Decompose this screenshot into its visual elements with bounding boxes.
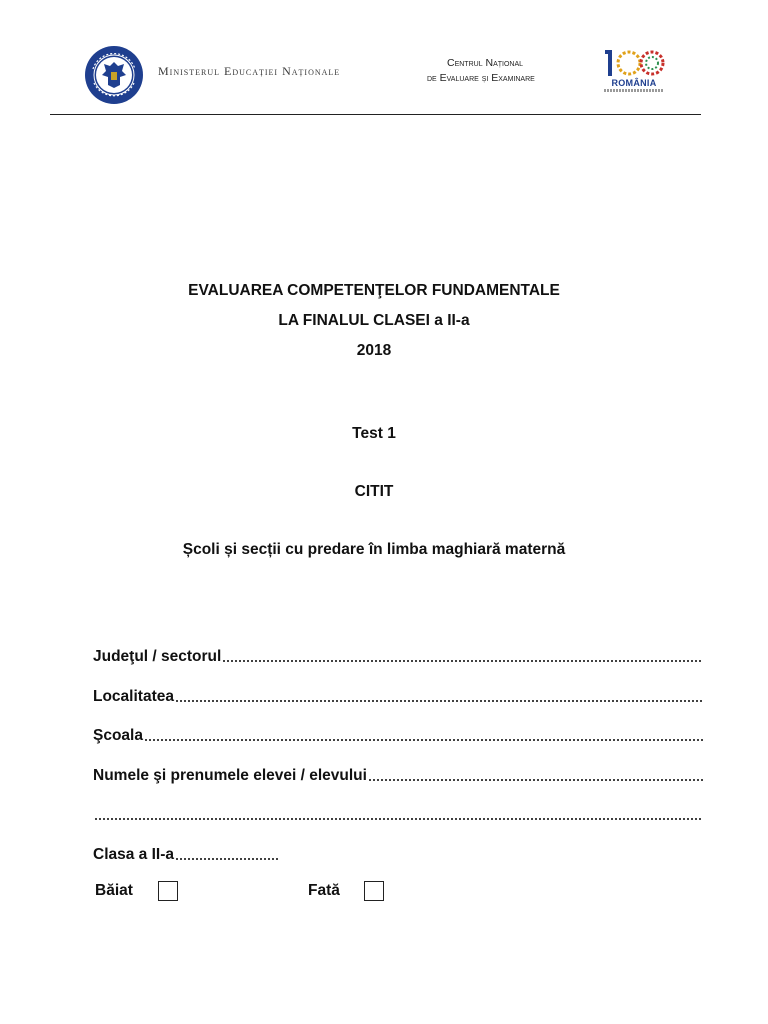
student-name-continuation-field[interactable] (93, 804, 703, 824)
county-field[interactable] (93, 646, 703, 666)
test-number: Test 1 (352, 425, 396, 442)
student-name-field[interactable] (93, 765, 703, 785)
student-name-label: Numele şi prenumele elevei / elevului (93, 767, 367, 784)
boy-label: Băiat (95, 882, 133, 899)
ministry-name: Ministerul Educației Naționale (158, 64, 341, 78)
center-name-line1: Centrul Național (447, 57, 524, 69)
romania-centenary-logo (602, 46, 666, 94)
title-year: 2018 (356, 342, 392, 359)
school-language-note: Școli și secții cu predare în limba maghiară maternă (182, 541, 566, 558)
girl-option (308, 879, 384, 903)
test-subject: CITIT (354, 483, 394, 500)
girl-label: Fată (308, 882, 340, 899)
class-label: Clasa a II-a (93, 846, 174, 863)
title-line2: LA FINALUL CLASEI a II-a (278, 312, 470, 329)
evaluation-center-name (427, 56, 567, 86)
boy-checkbox[interactable] (158, 881, 178, 901)
county-label: Judeţul / sectorul (93, 648, 222, 665)
header-divider (50, 114, 701, 115)
document-header (0, 0, 768, 120)
exam-title (0, 276, 748, 366)
class-field[interactable] (93, 844, 703, 864)
locality-dotted-line (175, 699, 703, 703)
student-name-continuation-dotted-line (94, 817, 703, 821)
centenary-word: ROMÂNIA (611, 78, 657, 88)
locality-label: Localitatea (93, 688, 174, 705)
locality-field[interactable] (93, 686, 703, 706)
student-name-dotted-line (368, 778, 703, 782)
boy-option (95, 879, 178, 903)
girl-checkbox[interactable] (364, 881, 384, 901)
center-name-line2: de Evaluare și Examinare (427, 72, 535, 84)
class-dotted-line (175, 857, 278, 861)
school-label: Şcoala (93, 727, 143, 744)
government-crest-icon (84, 45, 144, 105)
centenary-fine-print (604, 89, 664, 92)
centenary-100-icon (602, 46, 666, 80)
county-dotted-line (222, 659, 703, 663)
title-line1: EVALUAREA COMPETENŢELOR FUNDAMENTALE (188, 282, 560, 299)
school-field[interactable] (93, 725, 703, 745)
school-dotted-line (144, 738, 703, 742)
